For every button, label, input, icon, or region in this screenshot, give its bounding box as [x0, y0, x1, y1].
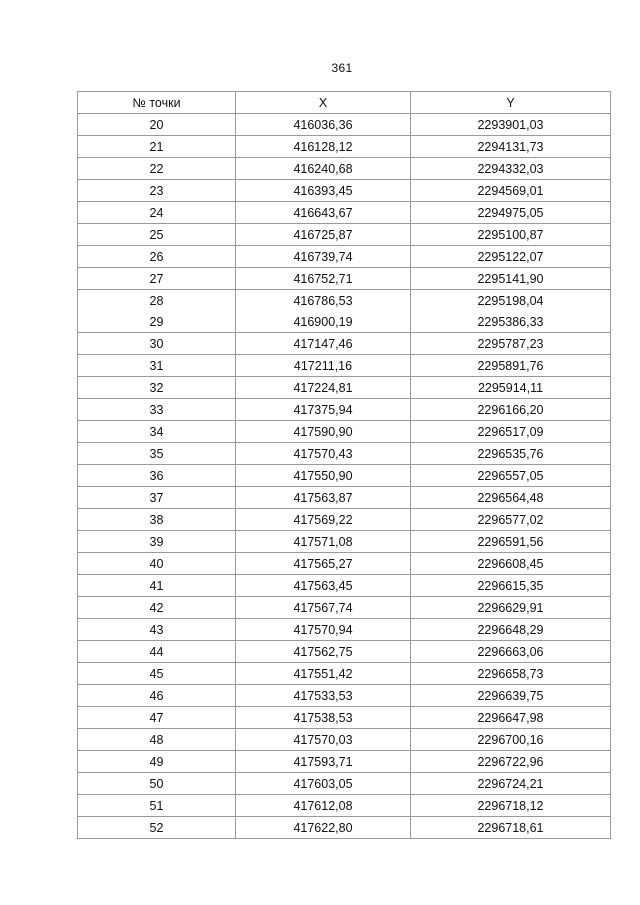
cell-y: 2294569,01	[411, 180, 611, 202]
cell-point-number: 26	[78, 246, 236, 268]
table-row	[78, 641, 611, 663]
table-row	[78, 707, 611, 729]
cell-point-number: 28	[78, 290, 236, 312]
cell-point-number: 37	[78, 487, 236, 509]
table-row	[78, 531, 611, 553]
cell-point-number: 20	[78, 114, 236, 136]
cell-y: 2295386,33	[411, 311, 611, 333]
cell-y: 2296535,76	[411, 443, 611, 465]
table-row	[78, 333, 611, 355]
cell-x: 416240,68	[236, 158, 411, 180]
cell-point-number: 45	[78, 663, 236, 685]
cell-x: 416128,12	[236, 136, 411, 158]
cell-point-number: 30	[78, 333, 236, 355]
table-row	[78, 663, 611, 685]
cell-y: 2293901,03	[411, 114, 611, 136]
cell-y: 2296718,12	[411, 795, 611, 817]
cell-x: 417147,46	[236, 333, 411, 355]
cell-y: 2296608,45	[411, 553, 611, 575]
cell-x: 417565,27	[236, 553, 411, 575]
cell-y: 2296166,20	[411, 399, 611, 421]
cell-point-number: 50	[78, 773, 236, 795]
cell-x: 417551,42	[236, 663, 411, 685]
cell-point-number: 46	[78, 685, 236, 707]
cell-point-number: 29	[78, 311, 236, 333]
cell-y: 2296700,16	[411, 729, 611, 751]
cell-y: 2296517,09	[411, 421, 611, 443]
table-row	[78, 290, 611, 312]
cell-y: 2296564,48	[411, 487, 611, 509]
table-row	[78, 817, 611, 839]
cell-x: 417567,74	[236, 597, 411, 619]
cell-point-number: 43	[78, 619, 236, 641]
cell-x: 417538,53	[236, 707, 411, 729]
cell-x: 416393,45	[236, 180, 411, 202]
cell-x: 416725,87	[236, 224, 411, 246]
cell-y: 2294131,73	[411, 136, 611, 158]
cell-point-number: 49	[78, 751, 236, 773]
cell-y: 2295141,90	[411, 268, 611, 290]
cell-point-number: 48	[78, 729, 236, 751]
cell-point-number: 41	[78, 575, 236, 597]
cell-point-number: 44	[78, 641, 236, 663]
table-row	[78, 685, 611, 707]
table-row	[78, 114, 611, 136]
cell-x: 417533,53	[236, 685, 411, 707]
cell-x: 417571,08	[236, 531, 411, 553]
cell-point-number: 22	[78, 158, 236, 180]
table-row	[78, 597, 611, 619]
cell-x: 417224,81	[236, 377, 411, 399]
table-row	[78, 773, 611, 795]
cell-x: 416786,53	[236, 290, 411, 312]
table-row	[78, 246, 611, 268]
cell-point-number: 33	[78, 399, 236, 421]
table-row	[78, 443, 611, 465]
cell-y: 2294332,03	[411, 158, 611, 180]
cell-point-number: 35	[78, 443, 236, 465]
cell-y: 2296718,61	[411, 817, 611, 839]
cell-y: 2296722,96	[411, 751, 611, 773]
cell-x: 417590,90	[236, 421, 411, 443]
cell-x: 417562,75	[236, 641, 411, 663]
cell-point-number: 36	[78, 465, 236, 487]
cell-point-number: 51	[78, 795, 236, 817]
cell-y: 2296658,73	[411, 663, 611, 685]
cell-x: 417550,90	[236, 465, 411, 487]
cell-point-number: 47	[78, 707, 236, 729]
table-row	[78, 180, 611, 202]
cell-y: 2296629,91	[411, 597, 611, 619]
cell-point-number: 31	[78, 355, 236, 377]
cell-point-number: 52	[78, 817, 236, 839]
cell-y: 2295198,04	[411, 290, 611, 312]
table-row	[78, 465, 611, 487]
cell-y: 2296663,06	[411, 641, 611, 663]
cell-x: 416036,36	[236, 114, 411, 136]
column-header-point-number: № точки	[78, 92, 236, 114]
cell-x: 416739,74	[236, 246, 411, 268]
table-row	[78, 487, 611, 509]
table-row	[78, 619, 611, 641]
cell-y: 2296648,29	[411, 619, 611, 641]
coordinates-table	[77, 91, 611, 839]
table-body	[78, 114, 611, 839]
table-row	[78, 729, 611, 751]
cell-x: 417563,87	[236, 487, 411, 509]
table-row	[78, 224, 611, 246]
cell-point-number: 40	[78, 553, 236, 575]
column-header-x: X	[236, 92, 411, 114]
table-row	[78, 268, 611, 290]
table-row	[78, 509, 611, 531]
table-row	[78, 158, 611, 180]
cell-y: 2296577,02	[411, 509, 611, 531]
cell-y: 2296724,21	[411, 773, 611, 795]
cell-point-number: 38	[78, 509, 236, 531]
page-number: 361	[331, 61, 353, 75]
cell-x: 417375,94	[236, 399, 411, 421]
cell-x: 416643,67	[236, 202, 411, 224]
cell-x: 417569,22	[236, 509, 411, 531]
table-row	[78, 421, 611, 443]
table-row	[78, 136, 611, 158]
table-row	[78, 202, 611, 224]
cell-x: 417593,71	[236, 751, 411, 773]
cell-y: 2295787,23	[411, 333, 611, 355]
table-row	[78, 377, 611, 399]
cell-x: 417622,80	[236, 817, 411, 839]
cell-point-number: 25	[78, 224, 236, 246]
cell-point-number: 27	[78, 268, 236, 290]
cell-point-number: 32	[78, 377, 236, 399]
cell-x: 417603,05	[236, 773, 411, 795]
cell-y: 2296591,56	[411, 531, 611, 553]
cell-x: 417563,45	[236, 575, 411, 597]
cell-y: 2296647,98	[411, 707, 611, 729]
cell-point-number: 42	[78, 597, 236, 619]
table-row	[78, 575, 611, 597]
table-row	[78, 399, 611, 421]
cell-x: 417211,16	[236, 355, 411, 377]
table-header-row	[78, 92, 611, 114]
cell-x: 417570,43	[236, 443, 411, 465]
cell-y: 2295122,07	[411, 246, 611, 268]
cell-y: 2296557,05	[411, 465, 611, 487]
cell-x: 417570,94	[236, 619, 411, 641]
column-header-y: Y	[411, 92, 611, 114]
cell-x: 416900,19	[236, 311, 411, 333]
cell-x: 417612,08	[236, 795, 411, 817]
cell-x: 417570,03	[236, 729, 411, 751]
cell-y: 2295914,11	[411, 377, 611, 399]
cell-y: 2295100,87	[411, 224, 611, 246]
cell-point-number: 39	[78, 531, 236, 553]
table-row	[78, 553, 611, 575]
cell-y: 2296615,35	[411, 575, 611, 597]
table-row	[78, 751, 611, 773]
cell-point-number: 34	[78, 421, 236, 443]
cell-point-number: 23	[78, 180, 236, 202]
table-row	[78, 355, 611, 377]
cell-point-number: 24	[78, 202, 236, 224]
table-row	[78, 311, 611, 333]
cell-x: 416752,71	[236, 268, 411, 290]
cell-point-number: 21	[78, 136, 236, 158]
cell-y: 2295891,76	[411, 355, 611, 377]
cell-y: 2296639,75	[411, 685, 611, 707]
table-row	[78, 795, 611, 817]
cell-y: 2294975,05	[411, 202, 611, 224]
